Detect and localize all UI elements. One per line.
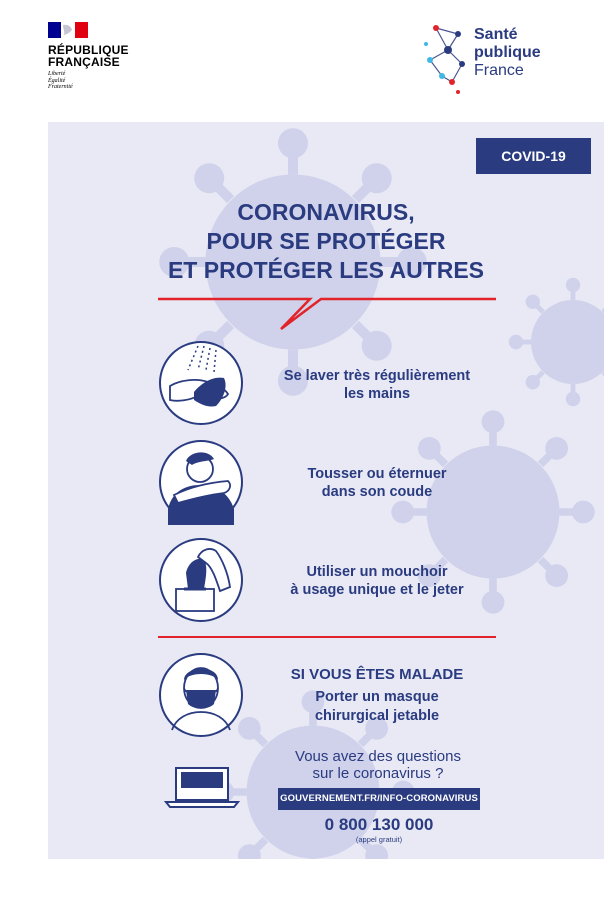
sick-line1: Porter un masque <box>315 689 439 705</box>
sante-publique-france-logo <box>422 20 572 100</box>
rule-3-label <box>252 563 502 599</box>
rule-2-line2: dans son coude <box>321 484 433 500</box>
republique-motto: Liberté Égalité Fraternité <box>48 71 73 90</box>
republique-francaise-logo <box>48 22 168 91</box>
header <box>0 0 604 120</box>
speech-bubble-line <box>48 122 604 342</box>
rule-1-line1: Se laver très régulièrement <box>283 368 471 384</box>
rule-2-line1: Tousser ou éternuer <box>307 466 447 482</box>
separator-line <box>158 636 496 638</box>
network-dots-icon <box>422 20 472 100</box>
rule-3-line2: à usage unique et le jeter <box>290 582 464 598</box>
covid-badge: COVID-19 <box>476 138 591 174</box>
info-url-link[interactable]: GOUVERNEMENT.FR/INFO-CORONAVIRUS <box>278 788 480 810</box>
question-line2: sur le coronavirus ? <box>312 765 444 782</box>
sick-description <box>262 688 492 726</box>
rule-2-label <box>252 465 502 501</box>
rule-1-line2: les mains <box>343 386 411 402</box>
sick-line2: chirurgical jetable <box>314 708 440 724</box>
spf-line3: France <box>474 62 524 79</box>
spf-line1: Santé <box>474 26 518 43</box>
phone-note: (appel gratuit) <box>355 835 403 844</box>
laptop-icon <box>164 766 240 808</box>
poster-panel <box>48 122 604 859</box>
mask-icon <box>158 652 244 738</box>
question-line1: Vous avez des questions <box>295 748 461 765</box>
spf-line2: publique <box>474 44 541 61</box>
tissue-icon <box>158 537 244 623</box>
title-line3: ET PROTÉGER LES AUTRES <box>167 257 485 283</box>
title-line2: POUR SE PROTÉGER <box>206 228 446 254</box>
handwashing-icon <box>158 340 244 426</box>
title-line1: CORONAVIRUS, <box>237 199 415 225</box>
republique-name: RÉPUBLIQUE FRANÇAISE <box>48 43 129 69</box>
phone-number[interactable]: 0 800 130 000 <box>324 815 434 834</box>
rule-1-label <box>252 367 502 403</box>
contact-question <box>260 748 496 782</box>
marianne-flag-icon <box>48 22 88 38</box>
sick-title: SI VOUS ÊTES MALADE <box>290 666 464 683</box>
rule-3-line1: Utiliser un mouchoir <box>306 564 448 580</box>
cough-elbow-icon <box>158 439 244 525</box>
